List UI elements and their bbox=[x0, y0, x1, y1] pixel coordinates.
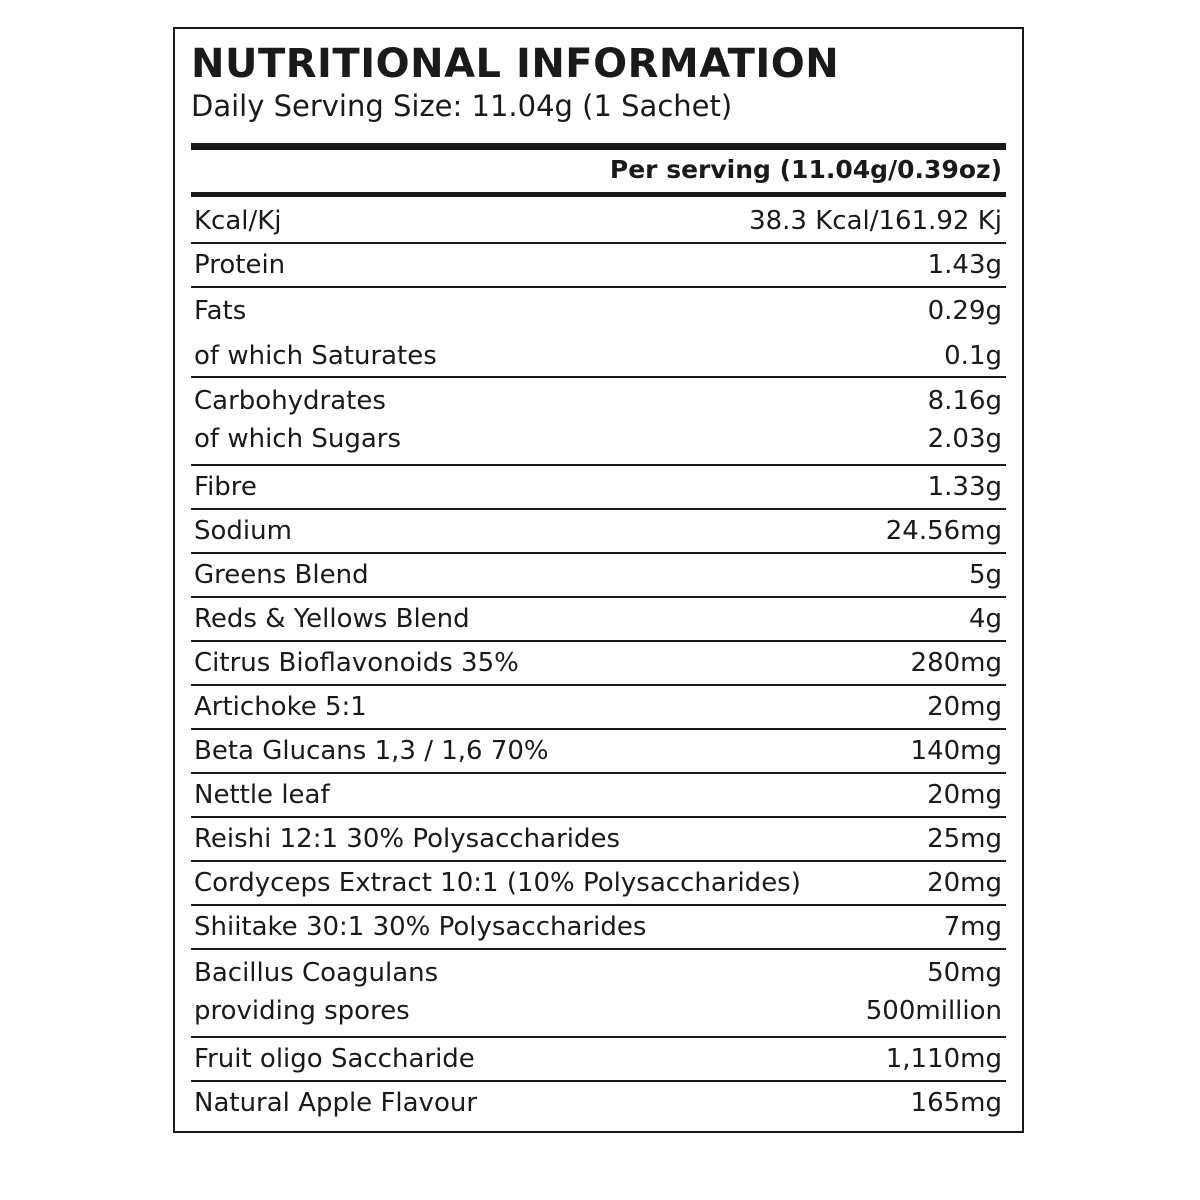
table-row bbox=[191, 200, 1006, 244]
nutrient-value: 50mg bbox=[927, 958, 1002, 988]
nutrient-value: 500million bbox=[865, 996, 1002, 1026]
table-line bbox=[191, 200, 1006, 242]
table-row bbox=[191, 244, 1006, 288]
nutrient-label: providing spores bbox=[194, 996, 410, 1026]
nutrient-value: 4g bbox=[968, 604, 1002, 634]
table-row bbox=[191, 510, 1006, 554]
table-line bbox=[191, 774, 1006, 816]
table-line bbox=[191, 906, 1006, 948]
table-line bbox=[191, 954, 1006, 992]
nutrient-value: 7mg bbox=[943, 912, 1002, 942]
header-divider bbox=[191, 143, 1006, 150]
nutrient-value: 140mg bbox=[910, 736, 1002, 766]
column-heading: Per serving (11.04g/0.39oz) bbox=[609, 155, 1002, 184]
nutrition-panel bbox=[173, 27, 1024, 1133]
table-row bbox=[191, 288, 1006, 378]
table-row bbox=[191, 642, 1006, 686]
nutrient-label: Artichoke 5:1 bbox=[194, 692, 367, 722]
nutrient-value: 25mg bbox=[927, 824, 1002, 854]
nutrient-label: Fats bbox=[194, 295, 247, 326]
nutrient-label: of which Saturates bbox=[194, 340, 437, 371]
table-line bbox=[191, 420, 1006, 458]
table-line bbox=[191, 333, 1006, 378]
nutrient-value: 20mg bbox=[927, 780, 1002, 810]
nutrient-table bbox=[191, 200, 1006, 1124]
nutrient-label: Shiitake 30:1 30% Polysaccharides bbox=[194, 912, 647, 942]
table-row bbox=[191, 1038, 1006, 1082]
table-row bbox=[191, 554, 1006, 598]
table-line bbox=[191, 466, 1006, 508]
table-row bbox=[191, 774, 1006, 818]
nutrient-label: Nettle leaf bbox=[194, 780, 330, 810]
panel-title: NUTRITIONAL INFORMATION bbox=[191, 41, 840, 87]
nutrient-label: Carbohydrates bbox=[194, 386, 386, 416]
table-line bbox=[191, 598, 1006, 640]
serving-size: Daily Serving Size: 11.04g (1 Sachet) bbox=[191, 89, 733, 123]
table-row bbox=[191, 818, 1006, 862]
nutrient-value: 280mg bbox=[910, 648, 1002, 678]
table-row bbox=[191, 906, 1006, 950]
table-line bbox=[191, 686, 1006, 728]
table-row bbox=[191, 954, 1006, 1038]
nutrient-label: Natural Apple Flavour bbox=[194, 1088, 478, 1118]
table-line bbox=[191, 730, 1006, 772]
table-line bbox=[191, 288, 1006, 333]
table-row bbox=[191, 466, 1006, 510]
nutrient-value: 20mg bbox=[927, 868, 1002, 898]
table-line bbox=[191, 818, 1006, 860]
nutrient-label: Beta Glucans 1,3 / 1,6 70% bbox=[194, 736, 549, 766]
table-line bbox=[191, 554, 1006, 596]
nutrient-value: 24.56mg bbox=[885, 516, 1002, 546]
table-line bbox=[191, 862, 1006, 904]
nutrient-label: Kcal/Kj bbox=[194, 206, 282, 236]
nutrient-value: 5g bbox=[968, 560, 1002, 590]
nutrient-label: Cordyceps Extract 10:1 (10% Polysaccharides) bbox=[194, 868, 801, 898]
table-row bbox=[191, 1082, 1006, 1124]
table-line bbox=[191, 1082, 1006, 1124]
nutrient-value: 0.29g bbox=[927, 295, 1002, 326]
nutrient-label: Reds & Yellows Blend bbox=[194, 604, 470, 634]
nutrient-label: Greens Blend bbox=[194, 560, 369, 590]
table-row bbox=[191, 730, 1006, 774]
nutrient-label: Protein bbox=[194, 250, 286, 280]
nutrient-value: 8.16g bbox=[927, 386, 1002, 416]
table-line bbox=[191, 1038, 1006, 1080]
table-line bbox=[191, 642, 1006, 684]
table-row bbox=[191, 862, 1006, 906]
nutrient-label: Fibre bbox=[194, 472, 257, 502]
table-row bbox=[191, 598, 1006, 642]
nutrient-value: 0.1g bbox=[944, 340, 1002, 371]
nutrient-value: 1.33g bbox=[927, 472, 1002, 502]
nutrient-value: 165mg bbox=[910, 1088, 1002, 1118]
table-line bbox=[191, 992, 1006, 1030]
table-row bbox=[191, 686, 1006, 730]
nutrient-value: 2.03g bbox=[927, 424, 1002, 454]
nutrient-value: 38.3 Kcal/161.92 Kj bbox=[749, 206, 1002, 236]
nutrient-label: Sodium bbox=[194, 516, 292, 546]
column-divider bbox=[191, 192, 1006, 197]
nutrient-value: 1,110mg bbox=[885, 1044, 1002, 1074]
table-line bbox=[191, 244, 1006, 286]
nutrient-label: Fruit oligo Saccharide bbox=[194, 1044, 475, 1074]
nutrient-value: 20mg bbox=[927, 692, 1002, 722]
nutrient-label: Reishi 12:1 30% Polysaccharides bbox=[194, 824, 621, 854]
table-line bbox=[191, 382, 1006, 420]
nutrient-label: of which Sugars bbox=[194, 424, 401, 454]
table-line bbox=[191, 510, 1006, 552]
nutrient-label: Citrus Bioflavonoids 35% bbox=[194, 648, 519, 678]
table-row bbox=[191, 382, 1006, 466]
nutrient-label: Bacillus Coagulans bbox=[194, 958, 439, 988]
nutrient-value: 1.43g bbox=[927, 250, 1002, 280]
